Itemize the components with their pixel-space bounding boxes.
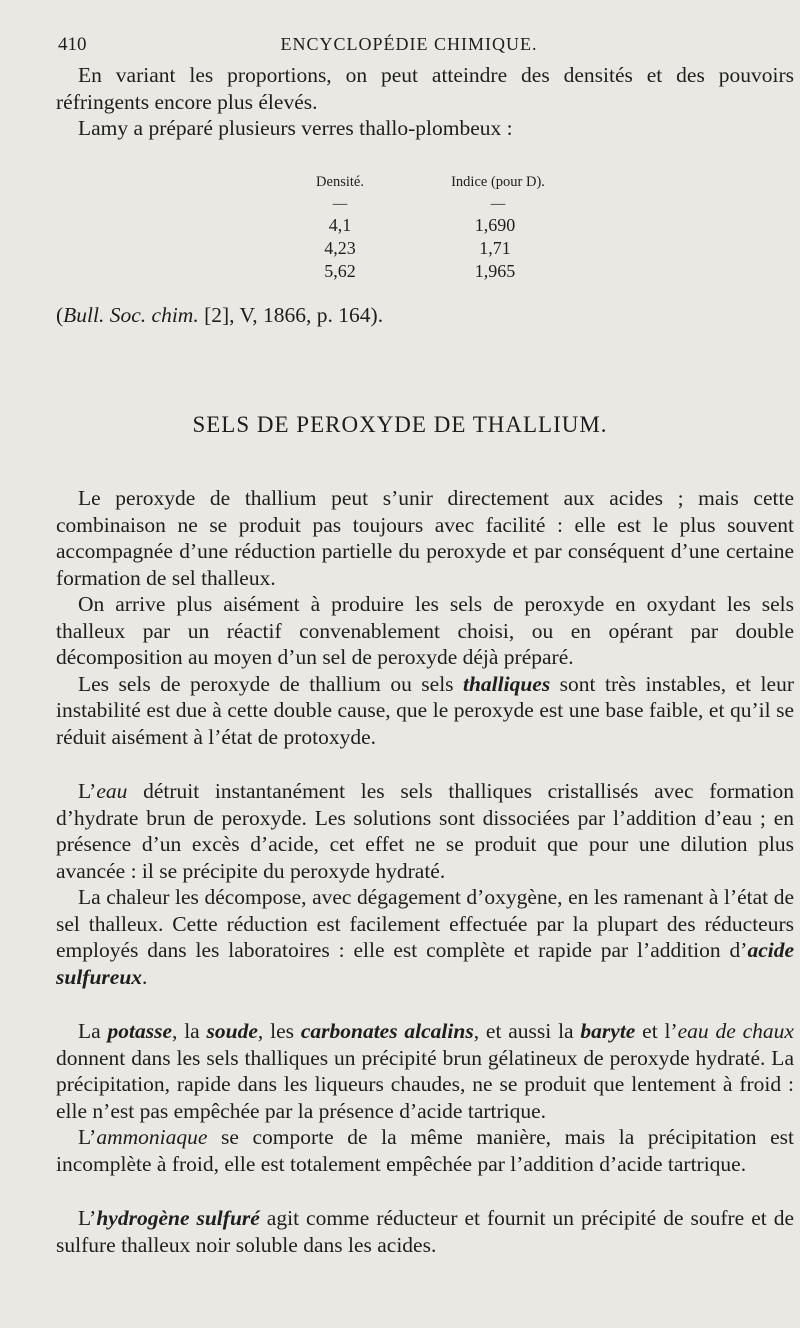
- emphasis-acide-sulfureux: acide sulfureux: [56, 938, 794, 989]
- table-cell-density: 4,23: [324, 238, 356, 258]
- emphasis-soude: soude: [206, 1019, 258, 1043]
- table-cell-index: 1,965: [474, 261, 516, 281]
- paragraph: Les sels de peroxyde de thallium ou sels thalliques sont très instables, et leur instabilité est due à cette double cause, que le peroxyde est une base faible, et qu’il se réduit aisément à l’état de protoxyde.: [56, 671, 794, 749]
- emphasis-baryte: baryte: [580, 1019, 636, 1043]
- emphasis-eau-de-chaux: eau de chaux: [677, 1019, 794, 1043]
- paragraph: La chaleur les décompose, avec dégagement d’oxygène, en les ramenant à l’état de sel thalleux. Cette réduction est facilement effectuée par la plupart des réducteurs employés dans les laboratoires : elle est complète et rapide par l’addition d’acide sulfureux.: [56, 885, 794, 989]
- intro-text: [56, 62, 794, 142]
- table-cell-index: 1,690: [474, 215, 516, 235]
- table-cell-density: 5,62: [324, 261, 356, 281]
- table-cell-density: 4,1: [328, 215, 352, 235]
- column-header-dash: —: [490, 196, 506, 212]
- column-header-index: Indice (pour D).: [451, 174, 545, 190]
- citation-journal: Bull. Soc. chim.: [63, 303, 199, 327]
- emphasis-carbonates: carbonates alcalins: [300, 1019, 474, 1043]
- paragraph: Le peroxyde de thallium peut s’unir directement aux acides ; mais cette combinaison ne se produit pas toujours avec facilité : elle est le plus souvent accompagnée d’une réduction partielle du peroxyde et par conséquent d’une certaine formation de sel thalleux.: [56, 486, 794, 590]
- paragraph: L’hydrogène sulfuré agit comme réducteur et fournit un précipité de soufre et de sulfure thalleux noir soluble dans les acides.: [56, 1206, 795, 1257]
- paragraph: L’ammoniaque se comporte de la même manière, mais la précipitation est incomplète à froid, elle est totalement empêchée par l’addition d’acide tartrique.: [56, 1125, 794, 1176]
- column-header-density: Densité.: [316, 174, 364, 190]
- emphasis-thalliques: thalliques: [463, 671, 551, 696]
- paragraph: On arrive plus aisément à produire les sels de peroxyde en oxydant les sels thalleux par un réactif convenablement choisi, ou en opérant par double décomposition au moyen d’un sel de peroxyde déjà préparé.: [56, 592, 794, 669]
- page-header: [58, 34, 760, 60]
- intro-paragraph: En variant les proportions, on peut atteindre des densités et des pouvoirs réfringents encore plus élevés.: [56, 63, 794, 114]
- paragraph: L’eau détruit instantanément les sels thalliques cristallisés avec formation d’hydrate brun de peroxyde. Les solutions sont dissociées par l’addition d’eau ; en présence d’un excès d’acide, cet effet ne se produit que pour une dilution plus avancée : il se précipite du peroxyde hydraté.: [56, 779, 794, 883]
- section-heading: SELS DE PEROXYDE DE THALLIUM.: [192, 412, 608, 437]
- emphasis-potasse: potasse: [107, 1019, 172, 1043]
- column-header-dash: —: [332, 196, 348, 212]
- emphasis-hydrogene-sulfure: hydrogène sulfuré: [96, 1206, 260, 1230]
- page-number: 410: [58, 34, 87, 55]
- paragraph: La potasse, la soude, les carbonates alcalins, et aussi la baryte et l’eau de chaux donnent dans les sels thalliques un précipité brun gélatineux de peroxyde hydraté. La précipitation, rapide dans les liqueurs chaudes, ne se produit que lentement à froid : elle n’est pas empêchée par la présence d’acide tartrique.: [56, 1019, 794, 1123]
- citation-details: [2], V, 1866, p. 164).: [204, 303, 384, 327]
- body-text: [56, 485, 794, 1258]
- running-title: ENCYCLOPÉDIE CHIMIQUE.: [280, 34, 538, 54]
- citation: (Bull. Soc. chim. [2], V, 1866, p. 164).: [56, 303, 384, 327]
- emphasis-eau: eau: [96, 779, 128, 803]
- table-cell-index: 1,71: [479, 238, 511, 258]
- emphasis-ammoniaque: ammoniaque: [96, 1125, 208, 1149]
- intro-table-lead: Lamy a préparé plusieurs verres thallo-plombeux :: [78, 116, 513, 140]
